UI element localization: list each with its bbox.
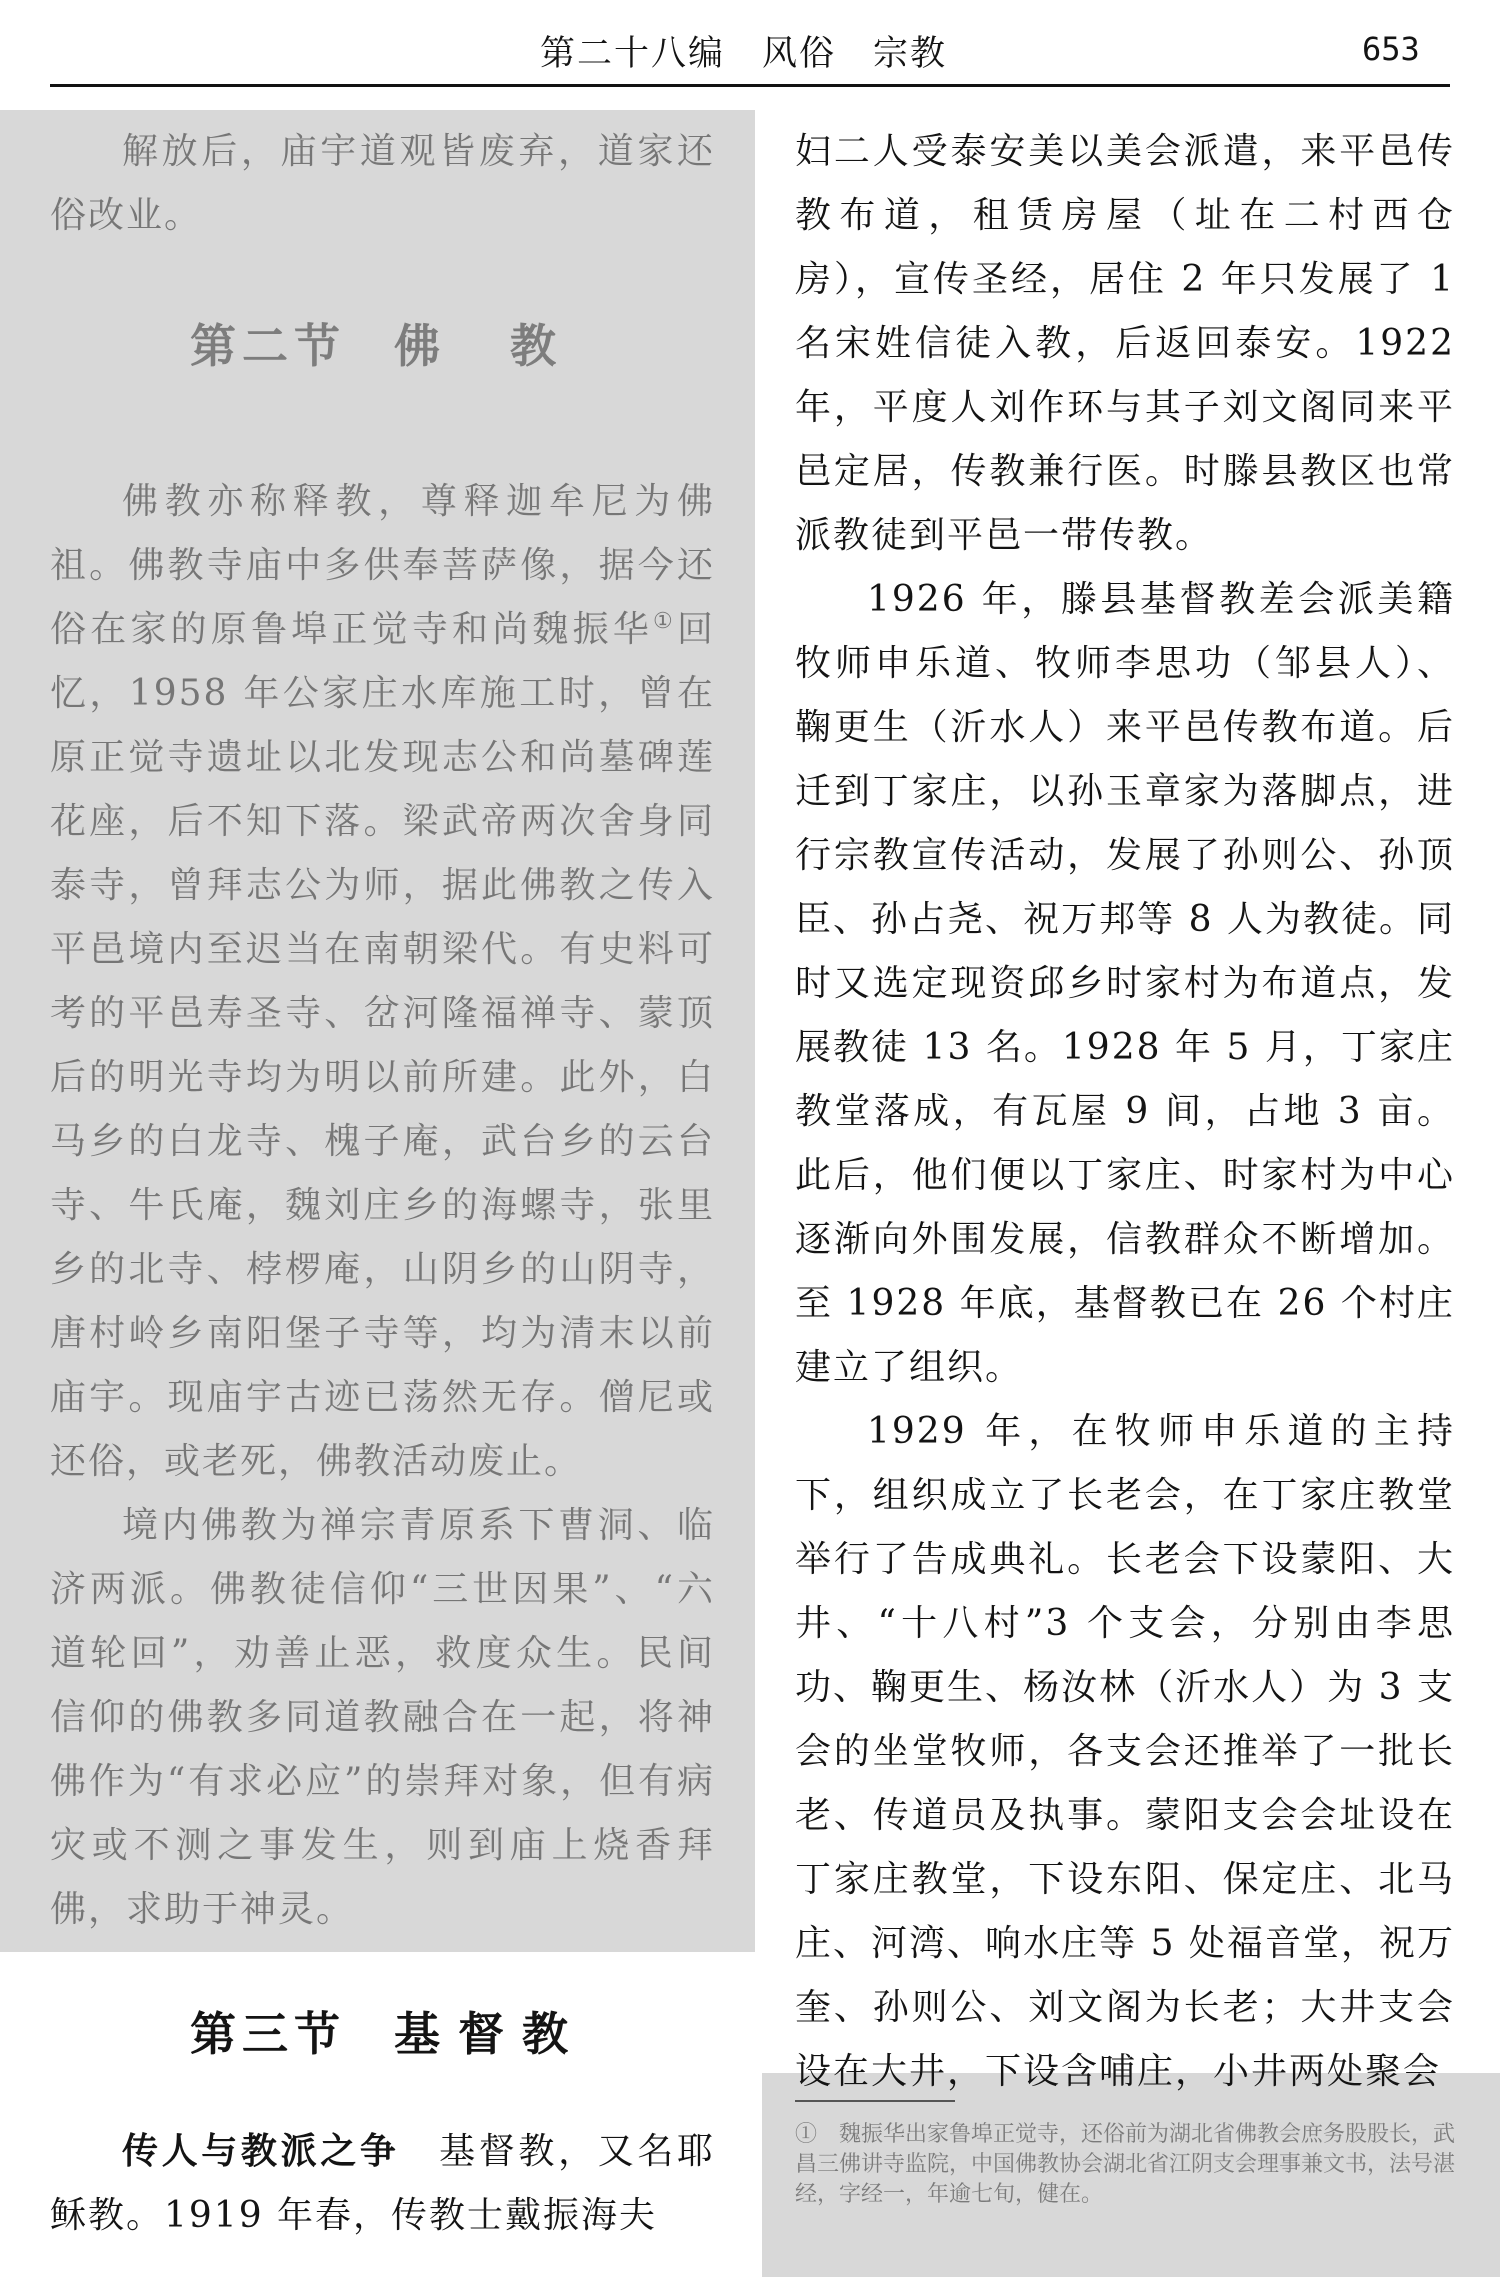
footnote-marker[interactable]: ① <box>653 609 677 634</box>
christianity-intro <box>50 2120 715 2248</box>
section-3-heading <box>190 1998 586 2064</box>
section-3-title: 基督教 <box>394 2007 586 2061</box>
section-2-title: 佛教 <box>394 319 626 373</box>
section-2-number: 第二节 <box>190 319 346 373</box>
right-paragraph-1: 妇二人受泰安美以美会派遣，来平邑传教布道，租赁房屋（址在二村西仓房），宣传圣经，居住 2 年只发展了 1 名宋姓信徒入教，后返回泰安。1922 年，平度人刘作环与其子刘文阁同来平邑定居，传教兼行医。时滕县教区也常派教徒到平邑一带传教。 <box>795 131 1455 556</box>
run-in-heading: 传人与教派之争 <box>122 2131 400 2172</box>
buddhism-paragraph-1 <box>50 470 715 1494</box>
section-3-number: 第三节 <box>190 2007 346 2061</box>
intro-paragraph: 解放后，庙宇道观皆废弃，道家还俗改业。 <box>50 131 715 236</box>
footnote-rule <box>795 2100 955 2102</box>
christianity-paragraph-text: 基督教，又名耶稣教。1919 年春，传教士戴振海夫 <box>50 2131 715 2236</box>
right-paragraph-2: 1926 年，滕县基督教差会派美籍牧师申乐道、牧师李思功（邹县人）、鞠更生（沂水人）来平邑传教布道。后迁到丁家庄，以孙玉章家为落脚点，进行宗教宣传活动，发展了孙则公、孙顶臣、孙占尧、祝万邦等 8 人为教徒。同时又选定现资邱乡时家村为布道点，发展教徒 13 名。1928 年 5 月，丁家庄教堂落成，有瓦屋 9 间，占地 3 亩。此后，他们便以丁家庄、时家村为中心逐渐向外围发展，信教群众不断增加。至 1928 年底，基督教已在 26 个村庄建立了组织。 <box>795 579 1455 1388</box>
page-number: 653 <box>1362 30 1420 68</box>
section-2-heading <box>190 310 626 376</box>
right-column <box>795 120 1455 2104</box>
buddhism-paragraph-2: 境内佛教为禅宗青原系下曹洞、临济两派。佛教徒信仰“三世因果”、“六道轮回”，劝善止恶，救度众生。民间信仰的佛教多同道教融合在一起，将神佛作为“有求必应”的崇拜对象，但有病灾或不测之事发生，则到庙上烧香拜佛，求助于神灵。 <box>50 1505 715 1930</box>
left-column <box>50 120 715 1942</box>
right-paragraph-3: 1929 年，在牧师申乐道的主持下，组织成立了长老会，在丁家庄教堂举行了告成典礼。长老会下设蒙阳、大井、“十八村”3 个支会，分别由李思功、鞠更生、杨汝林（沂水人）为 3 支会的坐堂牧师，各支会还推举了一批长老、传道员及执事。蒙阳支会会址设在丁家庄教堂，下设东阳、保定庄、北马庄、河湾、响水庄等 5 处福音堂，祝万奎、孙则公、刘文阁为长老；大井支会设在大井，下设含哺庄，小井两处聚会 <box>795 1411 1455 2092</box>
footnote: ① 魏振华出家鲁埠正觉寺，还俗前为湖北省佛教会庶务股股长，武昌三佛讲寺监院，中国佛教协会湖北省江阴支会理事兼文书，法号湛经，字经一，年逾七旬，健在。 <box>795 2122 1456 2207</box>
running-title: 第二十八编 风俗 宗教 <box>540 34 948 74</box>
page-header <box>0 0 1500 80</box>
buddhism-paragraph-1-before: 佛教亦称释教，尊释迦牟尼为佛祖。佛教寺庙中多供奉菩萨像，据今还俗在家的原鲁埠正觉寺和尚魏振华 <box>50 481 715 650</box>
christianity-paragraph <box>50 2120 715 2248</box>
header-rule <box>50 84 1450 87</box>
buddhism-paragraph-1-after: 回忆，1958 年公家庄水库施工时，曾在原正觉寺遗址以北发现志公和尚墓碑莲花座，后不知下落。梁武帝两次舍身同泰寺，曾拜志公为师，据此佛教之传入平邑境内至迟当在南朝梁代。有史料可考的平邑寿圣寺、岔河隆福禅寺、蒙顶后的明光寺均为明以前所建。此外，白马乡的白龙寺、槐子庵，武台乡的云台寺、牛氏庵，魏刘庄乡的海螺寺，张里乡的北寺、桲椤庵，山阴乡的山阴寺，唐村岭乡南阳堡子寺等，均为清末以前庙宇。现庙宇古迹已荡然无存。僧尼或还俗，或老死，佛教活动废止。 <box>50 609 715 1482</box>
